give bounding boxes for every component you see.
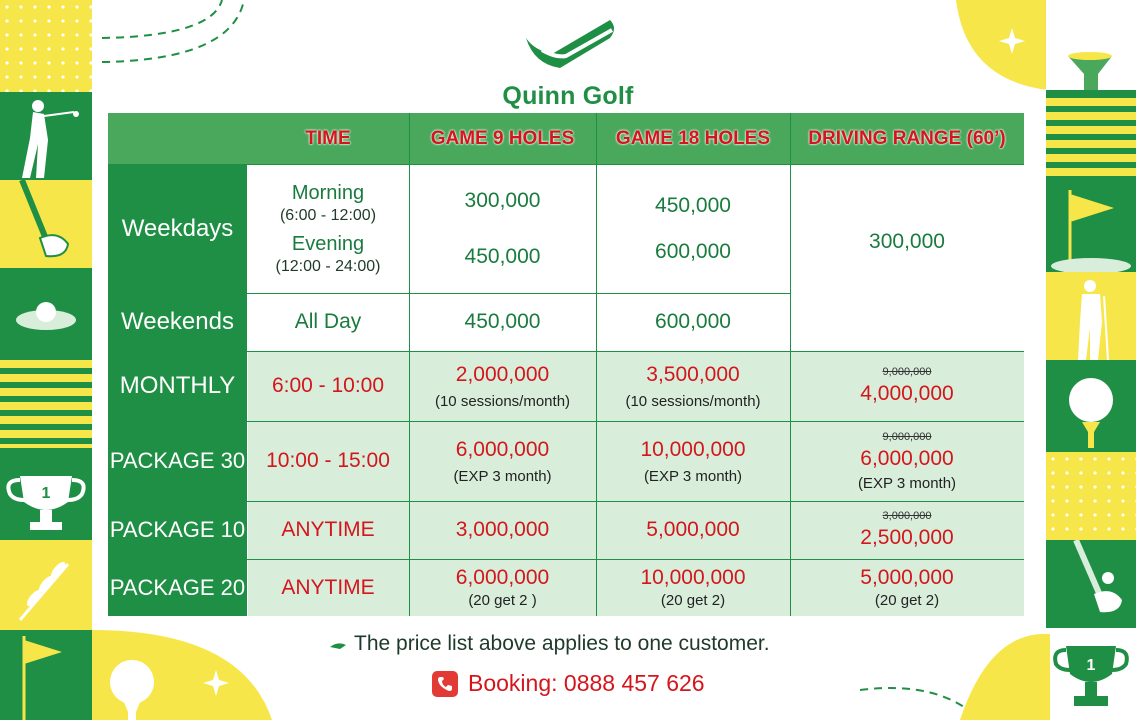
monthly-game18-price: 3,500,000 bbox=[646, 362, 740, 386]
package30-driving-old-price: 9,000,000 bbox=[882, 430, 932, 443]
package30-game9-cell bbox=[409, 421, 596, 501]
grid-line bbox=[108, 164, 1024, 165]
club-tile bbox=[0, 180, 92, 268]
footer-note bbox=[328, 632, 770, 656]
package20-game18-note: (20 get 2) bbox=[660, 592, 726, 609]
tee-icon bbox=[1046, 360, 1136, 452]
package20-driving-cell bbox=[790, 559, 1024, 616]
green-bar bbox=[1046, 90, 1136, 98]
grid-line bbox=[790, 113, 791, 616]
weekends-game18-price: 600,000 bbox=[596, 293, 790, 351]
package20-driving-price: 5,000,000 bbox=[860, 566, 954, 589]
golf-ball-icon bbox=[0, 268, 92, 360]
package30-driving-note: (EXP 3 month) bbox=[857, 474, 957, 492]
trophy-tile bbox=[1046, 628, 1136, 720]
evening-time: (12:00 - 24:00) bbox=[275, 257, 381, 275]
row-label-package-10: PACKAGE 10 bbox=[108, 501, 247, 559]
package30-game9-price: 6,000,000 bbox=[455, 437, 550, 461]
dotted-tile bbox=[1046, 452, 1136, 540]
golf-tee-bullet-icon bbox=[328, 637, 348, 651]
monthly-time: 6:00 - 10:00 bbox=[247, 351, 409, 421]
flag-icon bbox=[1046, 180, 1136, 272]
golf-club-icon bbox=[0, 180, 92, 268]
package10-driving-old-price: 3,000,000 bbox=[882, 510, 932, 522]
golf-club-icon bbox=[1046, 540, 1136, 628]
package20-game9-note: (20 get 2 ) bbox=[468, 592, 537, 609]
trophy-icon bbox=[0, 448, 92, 540]
package30-game18-note: (EXP 3 month) bbox=[643, 467, 743, 485]
package20-time: ANYTIME bbox=[247, 559, 409, 616]
header-corner bbox=[108, 113, 247, 164]
price-table bbox=[108, 113, 1024, 616]
package30-game9-note: (EXP 3 month) bbox=[453, 467, 552, 485]
package30-time: 10:00 - 15:00 bbox=[247, 421, 409, 501]
weekends-game9-price: 450,000 bbox=[409, 293, 596, 351]
row-label-package-30: PACKAGE 30 bbox=[108, 421, 247, 501]
package30-driving-cell bbox=[790, 421, 1024, 501]
tee-top-decoration bbox=[1046, 0, 1136, 90]
grid-line bbox=[409, 113, 410, 616]
row-label-weekends: Weekends bbox=[108, 293, 247, 351]
club-tile bbox=[1046, 540, 1136, 628]
striped-tile bbox=[1046, 98, 1136, 180]
morning-label: Morning bbox=[291, 181, 365, 204]
right-decoration-column bbox=[1046, 0, 1136, 720]
flag-tile bbox=[1046, 180, 1136, 272]
weekdays-game18-cell bbox=[596, 164, 790, 293]
monthly-game18-note: (10 sessions/month) bbox=[625, 392, 761, 410]
grid-line bbox=[108, 351, 1024, 352]
ball-tile bbox=[0, 268, 92, 360]
left-decoration-column bbox=[0, 0, 92, 720]
package10-time: ANYTIME bbox=[247, 501, 409, 559]
ball-on-tee-tile bbox=[1046, 360, 1136, 452]
package10-game9-price: 3,000,000 bbox=[409, 501, 596, 559]
wheat-icon bbox=[0, 540, 92, 630]
weekdays-time-cell bbox=[247, 164, 409, 293]
weekdays-evening-game18-price: 600,000 bbox=[655, 239, 731, 263]
header-driving-range: DRIVING RANGE (60’) bbox=[790, 113, 1024, 164]
row-label-package-20: PACKAGE 20 bbox=[108, 559, 247, 616]
monthly-game9-cell bbox=[409, 351, 596, 421]
golfer-tile bbox=[0, 92, 92, 180]
monthly-game9-note: (10 sessions/month) bbox=[434, 392, 571, 410]
grid-line bbox=[108, 501, 1024, 502]
booking-line[interactable] bbox=[432, 670, 705, 697]
weekdays-evening-game9-price: 450,000 bbox=[464, 244, 541, 268]
grid-line bbox=[108, 421, 1024, 422]
package20-game18-price: 10,000,000 bbox=[640, 566, 746, 589]
package10-driving-price: 2,500,000 bbox=[860, 526, 954, 549]
package10-driving-cell bbox=[790, 501, 1024, 559]
weekdays-morning-game9-price: 300,000 bbox=[464, 188, 541, 212]
dashed-curve-decoration bbox=[92, 0, 252, 70]
flag-tile bbox=[0, 630, 92, 720]
monthly-driving-old-price: 9,000,000 bbox=[882, 366, 932, 378]
brand-logo bbox=[500, 14, 636, 110]
grid-line bbox=[108, 559, 1024, 560]
package20-driving-note: (20 get 2) bbox=[874, 592, 940, 609]
monthly-driving-price: 4,000,000 bbox=[860, 382, 954, 405]
weekends-time: All Day bbox=[247, 293, 409, 351]
monthly-game18-cell bbox=[596, 351, 790, 421]
dashed-curve-decoration bbox=[860, 630, 1050, 720]
yellow-corner-shape bbox=[92, 630, 272, 720]
monthly-driving-cell bbox=[790, 351, 1024, 421]
striped-tile bbox=[0, 360, 92, 448]
package30-game18-price: 10,000,000 bbox=[640, 437, 746, 461]
trophy-number: 1 bbox=[41, 485, 51, 502]
wheat-tile bbox=[0, 540, 92, 630]
header-game-9-holes: GAME 9 HOLES bbox=[409, 113, 596, 164]
dotted-tile bbox=[0, 0, 92, 92]
golfer-icon bbox=[1046, 272, 1136, 360]
grid-line bbox=[596, 113, 597, 616]
yellow-corner-shape bbox=[956, 0, 1048, 90]
golfer-icon bbox=[0, 92, 92, 180]
package10-game18-price: 5,000,000 bbox=[596, 501, 790, 559]
weekdays-driving-price: 300,000 bbox=[869, 229, 945, 253]
header-time: TIME bbox=[247, 113, 409, 164]
header-game-18-holes: GAME 18 HOLES bbox=[596, 113, 790, 164]
row-label-weekdays: Weekdays bbox=[108, 164, 247, 293]
package30-game18-cell bbox=[596, 421, 790, 501]
footer-note-text: The price list above applies to one customer. bbox=[354, 632, 770, 655]
grid-line bbox=[108, 293, 790, 294]
player-tile bbox=[1046, 272, 1136, 360]
row-label-monthly: MONTHLY bbox=[108, 351, 247, 421]
weekdays-weekends-driving-cell bbox=[790, 164, 1024, 351]
evening-label: Evening bbox=[291, 232, 365, 255]
grid-line bbox=[247, 164, 248, 616]
trophy-icon bbox=[1046, 628, 1136, 720]
package30-driving-price: 6,000,000 bbox=[860, 446, 954, 470]
monthly-game9-price: 2,000,000 bbox=[455, 362, 550, 386]
quinn-golf-logo-icon bbox=[500, 14, 636, 80]
trophy-tile bbox=[0, 448, 92, 540]
package20-game9-price: 6,000,000 bbox=[455, 566, 550, 589]
phone-icon bbox=[432, 671, 458, 697]
booking-text[interactable]: Booking: 0888 457 626 bbox=[468, 670, 705, 696]
package20-game18-cell bbox=[596, 559, 790, 616]
package20-game9-cell bbox=[409, 559, 596, 616]
weekdays-game9-cell bbox=[409, 164, 596, 293]
weekdays-morning-game18-price: 450,000 bbox=[655, 193, 731, 217]
trophy-number: 1 bbox=[1086, 657, 1096, 674]
brand-name: Quinn Golf bbox=[502, 82, 634, 110]
flag-icon bbox=[0, 630, 92, 720]
morning-time: (6:00 - 12:00) bbox=[279, 206, 377, 224]
